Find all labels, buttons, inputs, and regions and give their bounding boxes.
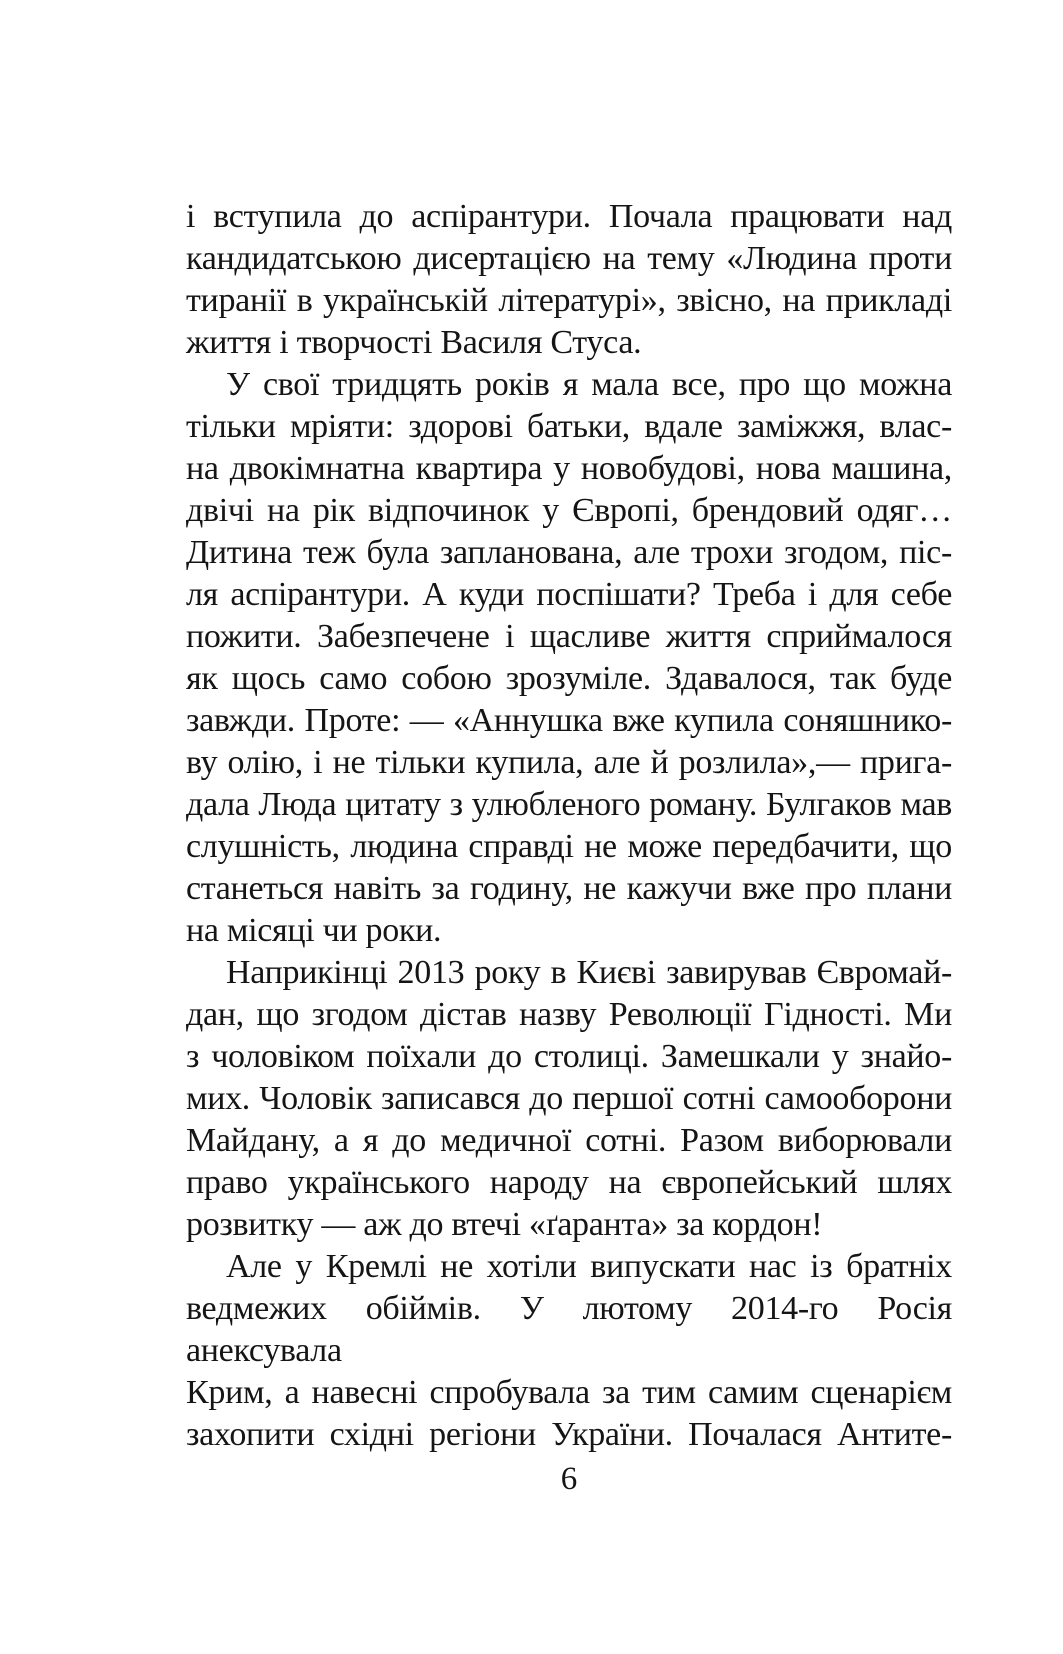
text-line: ведмежих обіймів. У лютому 2014-го Росія анексувала <box>186 1290 952 1369</box>
text-line: завжди. Проте: — «Аннушка вже купила соняшнико- <box>186 702 952 739</box>
text-line: кандидатською дисертацією на тему «Людина проти <box>186 240 952 277</box>
text-line: Дитина теж була запланована, але трохи згодом, піс- <box>186 534 952 571</box>
text-line: двічі на рік відпочинок у Європі, брендовий одяг… <box>186 492 952 529</box>
text-line: тиранії в українській літературі», звісно, на прикладі <box>186 282 952 319</box>
text-line: на двокімнатна квартира у новобудові, нова машина, <box>186 450 952 487</box>
text-line: У свої тридцять років я мала все, про що можна <box>226 366 952 403</box>
text-line: ву олію, і не тільки купила, але й розлила»,— прига- <box>186 744 952 781</box>
text-line: Але у Кремлі не хотіли випускати нас із братніх <box>226 1248 952 1285</box>
text-line: Крим, а навесні спробувала за тим самим сценарієм <box>186 1374 952 1411</box>
text-line: пожити. Забезпечене і щасливе життя сприймалося <box>186 618 952 655</box>
text-line: на місяці чи роки. <box>186 912 442 949</box>
text-line: дала Люда цитату з улюбленого роману. Булгаков мав <box>186 786 952 823</box>
text-line: Майдану, а я до медичної сотні. Разом виборювали <box>186 1122 952 1159</box>
text-line: захопити східні регіони України. Почалася Антите- <box>186 1416 952 1453</box>
text-line: мих. Чоловік записався до першої сотні самооборони <box>186 1080 952 1117</box>
text-line: тільки мріяти: здорові батьки, вдале заміжжя, влас- <box>186 408 952 445</box>
text-line: Наприкінці 2013 року в Києві завирував Євромай- <box>226 954 952 991</box>
text-line: ля аспірантури. А куди поспішати? Треба і для себе <box>186 576 952 613</box>
text-line: слушність, людина справді не може передбачити, що <box>186 828 952 865</box>
paragraph <box>186 952 952 1246</box>
text-line: і вступила до аспірантури. Почала працювати над <box>186 198 952 235</box>
paragraph <box>186 364 952 952</box>
text-line: з чоловіком поїхали до столиці. Замешкали у знайо- <box>186 1038 952 1075</box>
paragraph <box>186 1246 952 1456</box>
page-number: 6 <box>560 1461 578 1497</box>
text-line: розвитку — аж до втечі «ґаранта» за кордон! <box>186 1206 823 1243</box>
text-line: як щось само собою зрозуміле. Здавалося, так буде <box>186 660 952 697</box>
text-block <box>186 196 952 1456</box>
text-line: станеться навіть за годину, не кажучи вже про плани <box>186 870 952 907</box>
text-line: дан, що згодом дістав назву Революції Гідності. Ми <box>186 996 952 1033</box>
paragraph <box>186 196 952 364</box>
text-line: життя і творчості Василя Стуса. <box>186 324 642 361</box>
text-line: право українського народу на європейський шлях <box>186 1164 952 1201</box>
